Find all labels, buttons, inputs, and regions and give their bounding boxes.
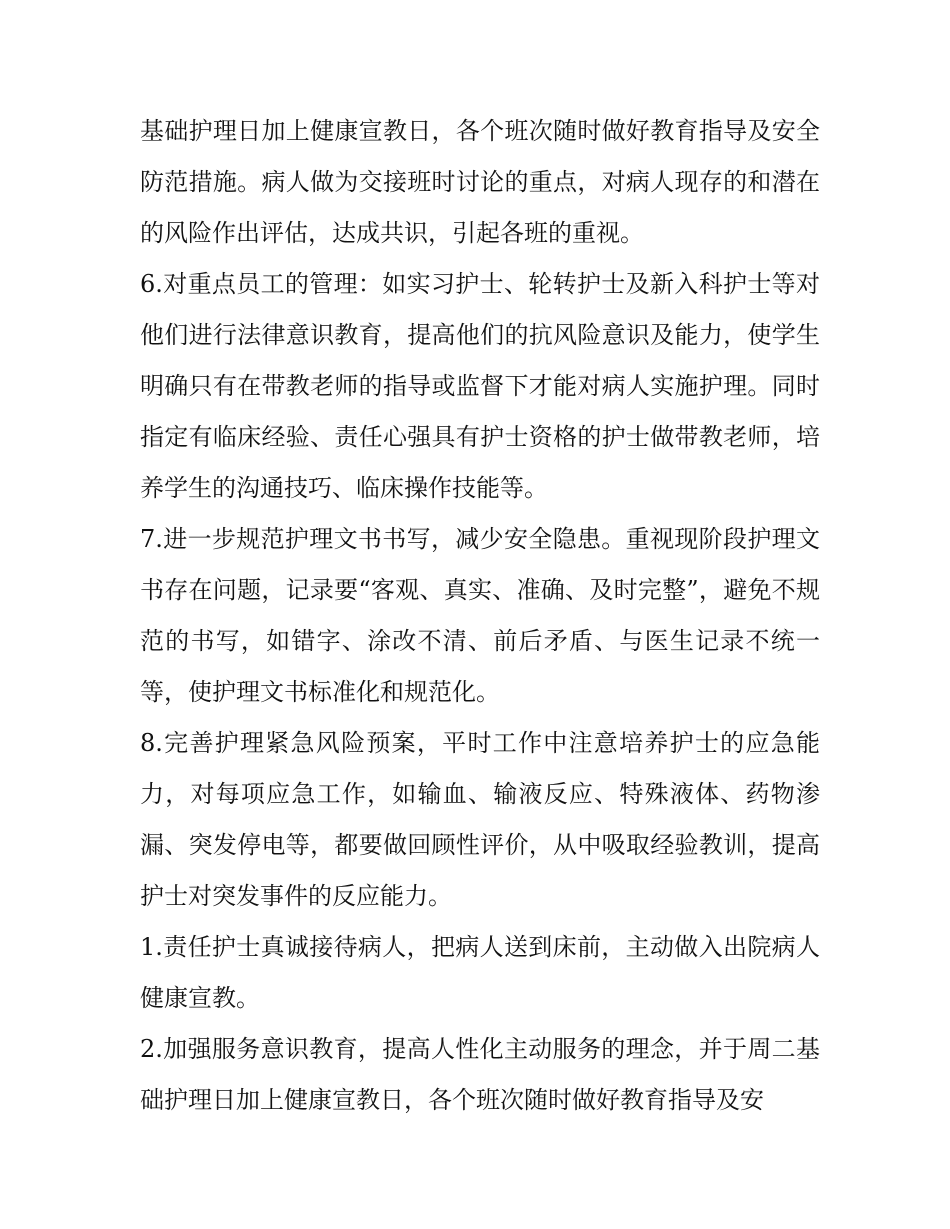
document-body: [140, 106, 820, 1126]
paragraph-item-7: 7.进一步规范护理文书书写，减少安全隐患。重视现阶段护理文书存在问题，记录要“客观、真实、准确、及时完整”，避免不规范的书写，如错字、涂改不清、前后矛盾、与医生记录不统一等，使护理文书标准化和规范化。: [140, 525, 820, 706]
paragraph-item-6: 6.对重点员工的管理：如实习护士、轮转护士及新入科护士等对他们进行法律意识教育，提高他们的抗风险意识及能力，使学生明确只有在带教老师的指导或监督下才能对病人实施护理。同时指定有临床经验、责任心强具有护士资格的护士做带教老师，培养学生的沟通技巧、临床操作技能等。: [140, 270, 820, 502]
paragraph-item-1: 1.责任护士真诚接待病人，把病人送到床前，主动做入出院病人健康宣教。: [140, 933, 820, 1012]
paragraph-continuation: 基础护理日加上健康宣教日，各个班次随时做好教育指导及安全防范措施。病人做为交接班时讨论的重点，对病人现存的和潜在的风险作出评估，达成共识，引起各班的重视。: [140, 117, 820, 247]
paragraph-item-8: 8.完善护理紧急风险预案，平时工作中注意培养护士的应急能力，对每项应急工作，如输血、输液反应、特殊液体、药物渗漏、突发停电等，都要做回顾性评价，从中吸取经验教训，提高护士对突发事件的反应能力。: [140, 729, 820, 910]
paragraph-item-2: 2.加强服务意识教育，提高人性化主动服务的理念，并于周二基础护理日加上健康宣教日，各个班次随时做好教育指导及安: [140, 1035, 820, 1114]
